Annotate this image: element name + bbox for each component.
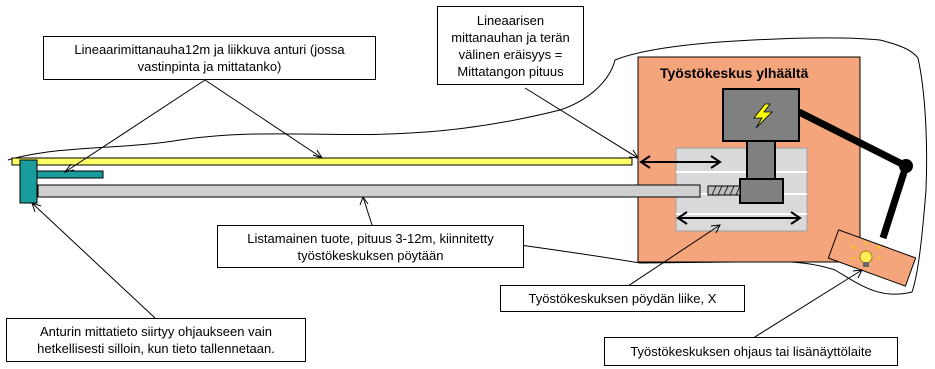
workpiece-bar	[38, 185, 700, 197]
label-sensor-data	[6, 318, 306, 362]
leader-distance	[525, 88, 638, 158]
sensor-body	[20, 160, 37, 203]
label-workpiece	[217, 225, 524, 268]
linear-scale-tape	[12, 158, 632, 165]
label-control-unit-text: Työstökeskuksen ohjaus tai lisänäyttölaite	[630, 344, 872, 359]
label-sensor-data-text: Anturin mittatieto siirtyy ohjaukseen vain hetkellisesti silloin, kun tieto tallennetaan.	[37, 324, 275, 356]
label-distance-text: Lineaarisen mittanauhan ja terän välinen eräisyys = Mittatangon pituus	[451, 12, 570, 79]
label-scale-sensor	[43, 36, 376, 80]
sensor-rod	[37, 171, 103, 178]
label-control-unit	[604, 337, 898, 366]
spindle-body	[747, 141, 775, 179]
label-table-motion	[500, 285, 745, 312]
leader-workpiece	[363, 197, 372, 225]
machining-center-title: Työstökeskus ylhäältä	[660, 65, 809, 81]
label-workpiece-text: Listamainen tuote, pituus 3-12m, kiinnitetty työstökeskuksen pöytään	[247, 230, 494, 263]
leader-sensor	[32, 203, 155, 318]
leader-control	[750, 270, 862, 340]
label-table-motion-text: Työstökeskuksen pöydän liike, X	[528, 291, 717, 306]
label-distance	[437, 6, 584, 85]
leader-scale-2	[205, 80, 322, 158]
spindle-tool	[740, 179, 783, 203]
label-scale-sensor-text: Lineaarimittanauha12m ja liikkuva anturi (jossa vastinpinta ja mittatanko)	[74, 42, 345, 74]
